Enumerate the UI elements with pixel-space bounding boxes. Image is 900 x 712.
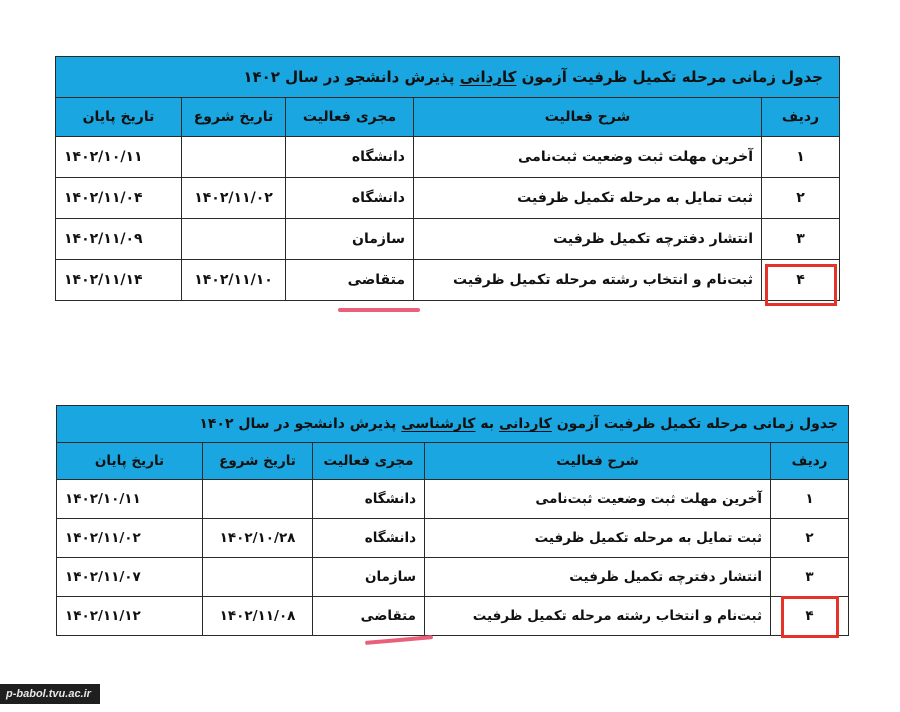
row-description: انتشار دفترچه تکمیل ظرفیت [425,558,771,597]
row-description: ثبت‌نام و انتخاب رشته مرحله تکمیل ظرفیت [425,597,771,636]
table-title: جدول زمانی مرحله تکمیل ظرفیت آزمون کاردانی پذیرش دانشجو در سال ۱۴۰۲ [56,57,840,98]
row-description: آخرین مهلت ثبت وضعیت ثبت‌نامی [414,137,762,178]
table-row [57,597,849,636]
row-end-date: ۱۴۰۲/۱۰/۱۱ [57,480,203,519]
row-end-date: ۱۴۰۲/۱۱/۰۷ [57,558,203,597]
row-executor: سازمان [313,558,425,597]
row-start-date [203,480,313,519]
header-description: شرح فعالیت [414,98,762,137]
table-row [56,137,840,178]
header-end-date: تاریخ پایان [57,443,203,480]
row-executor: سازمان [286,219,414,260]
row-executor: دانشگاه [286,178,414,219]
header-start-date: تاریخ شروع [203,443,313,480]
row-executor: دانشگاه [286,137,414,178]
row-description: ثبت تمایل به مرحله تکمیل ظرفیت [414,178,762,219]
table-row [56,178,840,219]
row-start-date [182,137,286,178]
title-underlined-word: کاردانی [459,68,517,86]
header-executor: مجری فعالیت [313,443,425,480]
underline-mark-executor [365,635,433,645]
row-number: ۴ [771,597,849,636]
header-row-number: ردیف [762,98,840,137]
row-executor: دانشگاه [313,519,425,558]
row-end-date: ۱۴۰۲/۱۱/۰۹ [56,219,182,260]
row-number: ۴ [762,260,840,301]
underline-mark-executor [338,308,420,312]
schedule-table-associate [55,56,840,301]
row-number: ۲ [762,178,840,219]
row-number: ۱ [771,480,849,519]
row-number: ۲ [771,519,849,558]
row-number: ۳ [771,558,849,597]
row-start-date: ۱۴۰۲/۱۱/۱۰ [182,260,286,301]
highlight-box-row4 [781,596,839,638]
row-executor: متقاضی [313,597,425,636]
row-end-date: ۱۴۰۲/۱۱/۰۲ [57,519,203,558]
title-underlined-word: کارشناسی [401,416,476,432]
header-executor: مجری فعالیت [286,98,414,137]
highlight-box-row4 [765,264,837,306]
table-row [57,519,849,558]
row-number: ۱ [762,137,840,178]
table-header-row [57,443,849,480]
website-watermark: p-babol.tvu.ac.ir [0,684,100,704]
table-title-row [57,406,849,443]
row-start-date [182,219,286,260]
row-executor: دانشگاه [313,480,425,519]
row-description: آخرین مهلت ثبت وضعیت ثبت‌نامی [425,480,771,519]
schedule-table-associate-to-bachelor [56,405,849,636]
row-start-date [203,558,313,597]
header-start-date: تاریخ شروع [182,98,286,137]
table-title: جدول زمانی مرحله تکمیل ظرفیت آزمون کاردانی به کارشناسی پذیرش دانشجو در سال ۱۴۰۲ [57,406,849,443]
row-start-date: ۱۴۰۲/۱۱/۰۲ [182,178,286,219]
row-end-date: ۱۴۰۲/۱۱/۰۴ [56,178,182,219]
header-end-date: تاریخ پایان [56,98,182,137]
row-end-date: ۱۴۰۲/۱۰/۱۱ [56,137,182,178]
row-end-date: ۱۴۰۲/۱۱/۱۴ [56,260,182,301]
row-number: ۳ [762,219,840,260]
row-description: ثبت تمایل به مرحله تکمیل ظرفیت [425,519,771,558]
row-start-date: ۱۴۰۲/۱۰/۲۸ [203,519,313,558]
row-description: انتشار دفترچه تکمیل ظرفیت [414,219,762,260]
row-executor: متقاضی [286,260,414,301]
table-row [57,558,849,597]
table-header-row [56,98,840,137]
table-row [56,219,840,260]
table-title-row [56,57,840,98]
header-row-number: ردیف [771,443,849,480]
title-underlined-word: کاردانی [498,416,552,432]
table-row [57,480,849,519]
row-end-date: ۱۴۰۲/۱۱/۱۲ [57,597,203,636]
row-start-date: ۱۴۰۲/۱۱/۰۸ [203,597,313,636]
row-description: ثبت‌نام و انتخاب رشته مرحله تکمیل ظرفیت [414,260,762,301]
table-row [56,260,840,301]
header-description: شرح فعالیت [425,443,771,480]
